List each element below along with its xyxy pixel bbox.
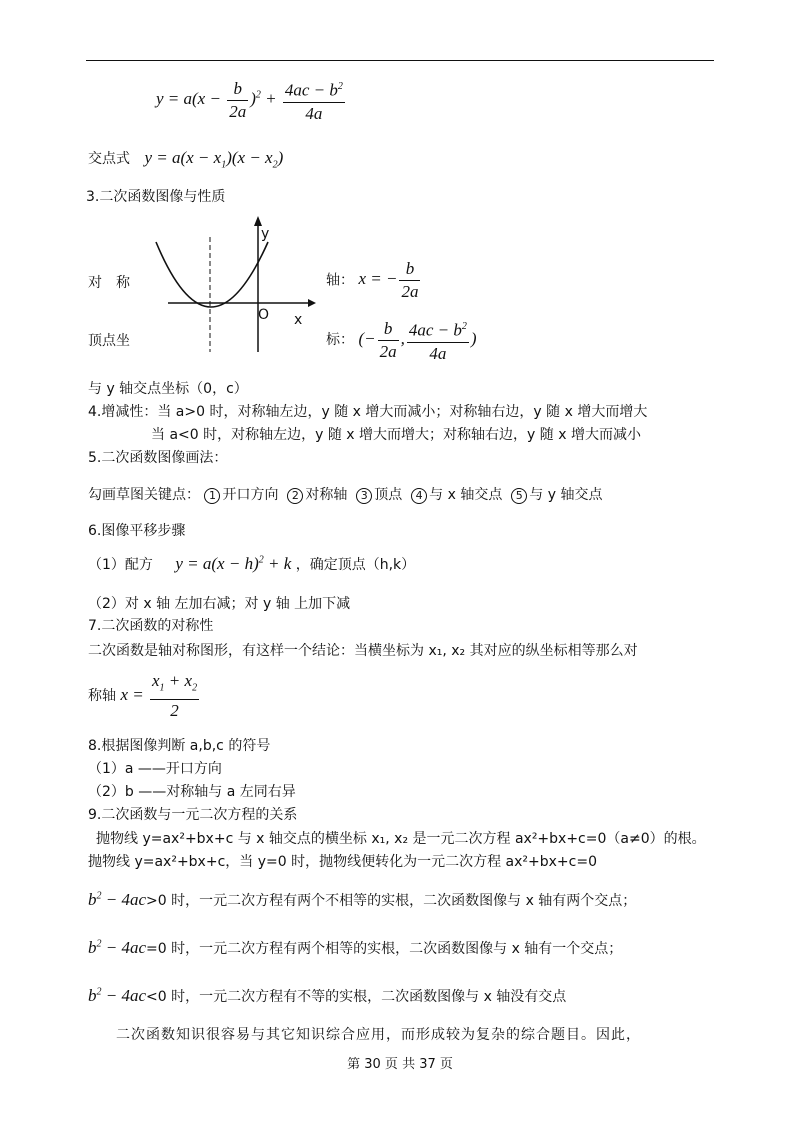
intercept-form-row (88, 148, 283, 170)
section-6-title: 6.图像平移步骤 (88, 523, 186, 539)
key-point-4: 与 x 轴交点 (429, 487, 503, 503)
vertex-form-formula: y = a(x − $\frac{b}{2a}$ )$^2$ + $\frac{4ac - b^2}{4a}$ (156, 76, 347, 125)
section-7-text: 二次函数是轴对称图形，有这样一个结论：当横坐标为 x₁, x₂ 其对应的纵坐标相等那么对 (88, 643, 638, 659)
section-8-line1: （1）a ——开口方向 (88, 761, 222, 777)
parabola-graph (150, 212, 320, 357)
circled-number-1: 1 (204, 488, 220, 504)
key-point-1: 开口方向 (222, 487, 279, 503)
page-footer: 第 30 页 共 37 页 (347, 1057, 453, 1072)
section-5-title: 5.二次函数图像画法： (88, 450, 228, 466)
circled-number-5: 5 (511, 488, 527, 504)
section-7-title: 7.二次函数的对称性 (88, 618, 214, 634)
section-8-line2: （2）b ——对称轴与 a 左同右异 (88, 784, 296, 800)
symmetry-axis-row (88, 670, 201, 722)
graph-y-label: y (261, 226, 270, 242)
axis-label-left: 对 称 (88, 275, 130, 291)
vertex-label-right: 标： (326, 332, 354, 349)
axis-formula: x = − $\frac{b}{2a}$ (358, 259, 419, 301)
step-1-tail: ，确定顶点（h,k） (295, 557, 416, 573)
case-1-text: ，一元二次方程有两个不相等的实根，二次函数图像与 x 轴有两个交点； (185, 893, 637, 909)
axis-formula-row (326, 258, 422, 303)
key-points-intro: 勾画草图关键点： (88, 487, 200, 503)
intercept-form-label: 交点式 (88, 151, 130, 167)
step-1-label: （1）配方 (88, 557, 153, 573)
key-point-2: 对称轴 (305, 487, 348, 503)
section-4-line1: 4.增减性：当 a>0 时，对称轴左边，y 随 x 增大而减小；对称轴右边，y 随 x 增大而增大 (88, 404, 648, 420)
vertex-label-left: 顶点坐 (88, 333, 130, 349)
closing-paragraph: 二次函数知识很容易与其它知识综合应用，而形成较为复杂的综合题目。因此， (116, 1027, 641, 1043)
section-3-title: 3.二次函数图像与性质 (86, 189, 226, 205)
case-1-cond: >0 时 (146, 893, 186, 909)
key-point-5: 与 y 轴交点 (529, 487, 603, 503)
section-9-para2: 抛物线 y=ax²+bx+c，当 y=0 时，抛物线便转化为一元二次方程 ax²+bx+c=0 (88, 854, 597, 870)
step-1-row (88, 554, 415, 574)
circled-number-4: 4 (411, 488, 427, 504)
section-9-para1: 抛物线 y=ax²+bx+c 与 x 轴交点的横坐标 x₁, x₂ 是一元二次方程 ax²+bx+c=0（a≠0）的根。 (96, 831, 706, 847)
circled-number-3: 3 (356, 488, 372, 504)
key-points-row (88, 484, 602, 504)
step-1-formula: $y = a(x - h)^2 + k$ (175, 554, 292, 573)
case-3-text: ，一元二次方程有不等的实根，二次函数图像与 x 轴没有交点 (185, 989, 567, 1005)
section-9-title: 9.二次函数与一元二次方程的关系 (88, 807, 298, 823)
symmetry-axis-formula: x = $\frac{x_1 + x_2}{2}$ (120, 671, 198, 721)
header-rule (86, 60, 714, 61)
graph-x-label: x (294, 312, 303, 328)
key-point-3: 顶点 (374, 487, 403, 503)
discriminant-case-2: $b^2 - 4ac=0$ 时，一元二次方程有两个相等的实根，二次函数图像与 x 轴有一个交点； (88, 938, 623, 957)
y-intercept-text: 与 y 轴交点坐标（0，c） (88, 381, 248, 397)
discriminant-case-3: $b^2 - 4ac<0$ 时，一元二次方程有不等的实根，二次函数图像与 x 轴没有交点 (88, 986, 567, 1005)
step-2-text: （2）对 x 轴 左加右减；对 y 轴 上加下减 (88, 596, 351, 612)
case-2-cond: =0 时 (146, 941, 186, 957)
axis-label-right: 轴： (326, 272, 354, 289)
section-8-title: 8.根据图像判断 a,b,c 的符号 (88, 738, 271, 754)
vertex-formula: (− $\frac{b}{2a}$ , $\frac{4ac - b^2}{4a}$ ) (358, 329, 476, 348)
intercept-form-formula: $y = a(x - x_1)(x - x_2)$ (144, 148, 284, 171)
case-2-text: ，一元二次方程有两个相等的实根，二次函数图像与 x 轴有一个交点； (185, 941, 623, 957)
symmetry-axis-label: 称轴 (88, 688, 116, 705)
discriminant-case-1: $b^2 - 4ac>0$ 时，一元二次方程有两个不相等的实根，二次函数图像与 x 轴有两个交点； (88, 890, 637, 909)
case-3-cond: <0 时 (146, 989, 186, 1005)
circled-number-2: 2 (287, 488, 303, 504)
section-4-line2: 当 a<0 时，对称轴左边，y 随 x 增大而增大；对称轴右边，y 随 x 增大而减小 (151, 427, 641, 443)
vertex-formula-row (326, 316, 477, 365)
graph-origin-label: O (258, 307, 270, 323)
